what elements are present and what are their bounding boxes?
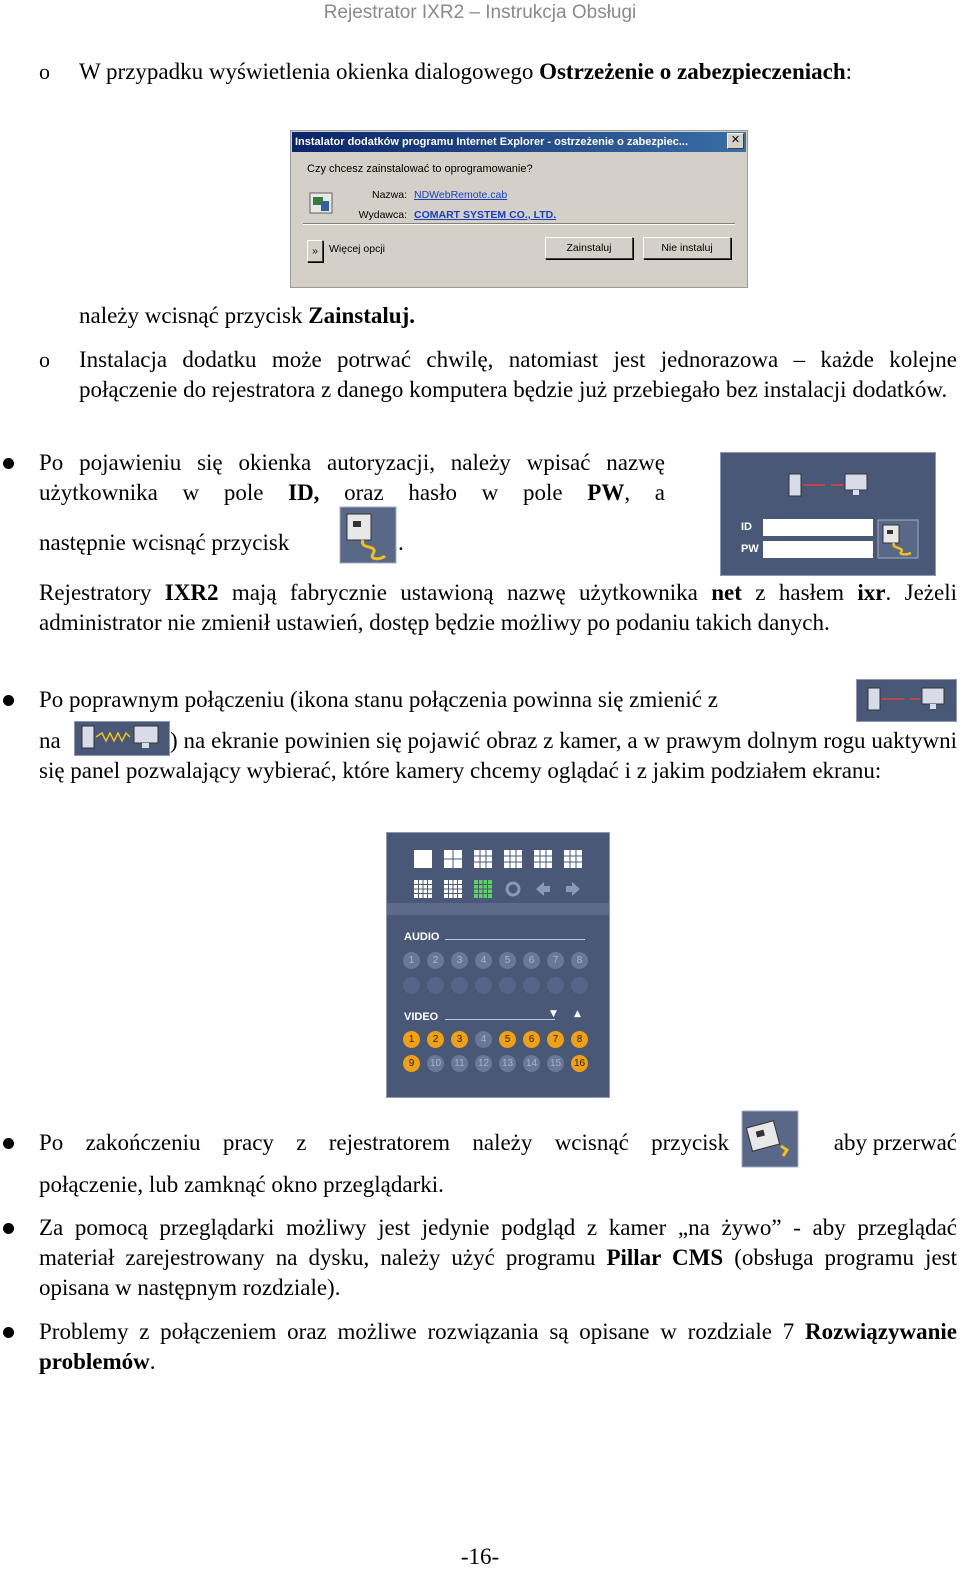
paragraph-authorization: Po pojawieniu się okienka autoryzacji, należy wpisać nazwę użytkownika w pole ID, oraz hasło w pole PW, a [39, 450, 666, 505]
list-marker: o [39, 347, 50, 372]
video-channel-button[interactable]: 16 [571, 1055, 588, 1072]
audio-channel-button[interactable]: 8 [571, 952, 588, 969]
split-16-green-icon[interactable] [473, 879, 493, 899]
pw-label: PW [741, 543, 759, 555]
bullet-icon [3, 695, 14, 706]
name-value-link[interactable]: NDWebRemote.cab [414, 189, 508, 201]
dialog-separator [303, 223, 735, 225]
paragraph-disconnect-post: aby przerwać [833, 1130, 957, 1155]
prev-arrow-icon[interactable] [533, 879, 553, 899]
audio-channel-slot [475, 977, 492, 994]
audio-channel-slot [571, 977, 588, 994]
panel-separator [387, 903, 609, 915]
arrow-up-icon[interactable]: ▲ [574, 1009, 581, 1019]
video-channel-button[interactable]: 7 [547, 1031, 564, 1048]
audio-channel-slot [403, 977, 420, 994]
name-label: Nazwa: [371, 189, 407, 201]
audio-channel-slot [427, 977, 444, 994]
page-number: -16- [460, 1544, 500, 1569]
video-channel-button[interactable]: 12 [475, 1055, 492, 1072]
paragraph-press-install: należy wcisnąć przycisk Zainstaluj. [79, 303, 415, 328]
video-channel-button[interactable]: 3 [451, 1031, 468, 1048]
disconnect-button-icon[interactable] [741, 1110, 799, 1168]
connect-button-icon[interactable] [339, 506, 397, 564]
chevron-down-icon[interactable]: » [307, 240, 323, 262]
split-16-icon[interactable] [443, 879, 463, 899]
audio-channel-slot [451, 977, 468, 994]
video-label: VIDEO [404, 1011, 439, 1023]
paragraph-press-button: następnie wcisnąć przycisk [39, 530, 290, 555]
publisher-label: Wydawca: [358, 209, 407, 221]
video-channel-button[interactable]: 15 [547, 1055, 564, 1072]
split-8-icon[interactable] [503, 849, 523, 869]
dialog-title-bar: Instalator dodatków programu Internet Explorer - ostrzeżenie o zabezpiec... [292, 132, 746, 152]
next-arrow-icon[interactable] [563, 879, 583, 899]
audio-divider [445, 939, 585, 940]
more-options-link[interactable]: Więcej opcji [329, 243, 386, 255]
audio-channel-button[interactable]: 5 [499, 952, 516, 969]
period: . [398, 530, 404, 555]
id-input[interactable] [763, 519, 873, 536]
audio-label: AUDIO [404, 931, 440, 943]
disconnected-status-icon [787, 471, 871, 501]
video-channel-button[interactable]: 13 [499, 1055, 516, 1072]
paragraph-connected-rest: ) na ekranie powinien się pojawić obraz z kamer, a w prawym dolnym rogu uaktywni się panel pozwalający wybierać, które kamery chcemy oglądać i z jakim podziałem ekranu: [39, 728, 957, 783]
video-divider [445, 1019, 555, 1020]
audio-channel-button[interactable]: 3 [451, 952, 468, 969]
video-channel-button[interactable]: 1 [403, 1031, 420, 1048]
bullet-icon [3, 1327, 14, 1338]
paragraph-live-view: Za pomocą przeglądarki możliwy jest jedynie podgląd z kamer „na żywo” - aby przeglądać materiał zarejestrowany na dysku, należy użyć programu Pillar CMS (obsługa programu jest opisana w następnym rozdziale). [39, 1215, 957, 1300]
list-marker: o [39, 59, 50, 84]
close-icon[interactable]: ✕ [727, 133, 744, 149]
bullet-icon [3, 1138, 14, 1149]
paragraph-install-once: Instalacja dodatku może potrwać chwilę, natomiast jest jednorazowa – każde kolejne połączenie do rejestratora z danego komputera będzie już przebiegało bez instalacji dodatków. [79, 347, 957, 402]
dont-install-button[interactable]: Nie instaluj [643, 237, 731, 259]
split-6-icon[interactable] [473, 849, 493, 869]
split-10-icon[interactable] [563, 849, 583, 869]
page-header: Rejestrator IXR2 – Instrukcja Obsługi [323, 2, 637, 23]
audio-channel-slot [547, 977, 564, 994]
id-label: ID [741, 521, 752, 533]
split-9-icon[interactable] [533, 849, 553, 869]
video-channel-button[interactable]: 2 [427, 1031, 444, 1048]
paragraph-security-warning: W przypadku wyświetlenia okienka dialogowego Ostrzeżenie o zabezpieczeniach: [79, 59, 853, 84]
disconnected-status-icon [856, 679, 957, 722]
split-1-icon[interactable] [413, 849, 433, 869]
video-channel-button[interactable]: 4 [475, 1031, 492, 1048]
publisher-value-link[interactable]: COMART SYSTEM CO., LTD. [414, 209, 557, 221]
audio-channel-button[interactable]: 1 [403, 952, 420, 969]
paragraph-default-credentials: Rejestratory IXR2 mają fabrycznie ustawioną nazwę użytkownika net z hasłem ixr. Jeżeli administrator nie zmienił ustawień, dostęp będzie możliwy po podaniu takich danych. [39, 580, 957, 635]
video-channel-button[interactable]: 11 [451, 1055, 468, 1072]
audio-channel-button[interactable]: 6 [523, 952, 540, 969]
word-na: na [39, 728, 61, 753]
audio-channel-button[interactable]: 2 [427, 952, 444, 969]
split-13-icon[interactable] [413, 879, 433, 899]
paragraph-disconnect-line2: połączenie, lub zamknąć okno przeglądarki. [39, 1172, 444, 1197]
audio-channel-button[interactable]: 4 [475, 952, 492, 969]
video-channel-button[interactable]: 10 [427, 1055, 444, 1072]
video-channel-button[interactable]: 5 [499, 1031, 516, 1048]
login-panel [720, 452, 936, 576]
video-channel-button[interactable]: 9 [403, 1055, 420, 1072]
camera-select-panel [386, 832, 610, 1098]
arrow-down-icon[interactable]: ▼ [550, 1009, 557, 1019]
video-channel-button[interactable]: 8 [571, 1031, 588, 1048]
split-4-icon[interactable] [443, 849, 463, 869]
bullet-icon [3, 1223, 14, 1234]
install-button[interactable]: Zainstaluj [545, 237, 633, 259]
security-warning-dialog [290, 130, 748, 288]
audio-channel-slot [499, 977, 516, 994]
dialog-question: Czy chcesz zainstalować to oprogramowanie? [307, 163, 533, 175]
rotate-icon[interactable] [503, 879, 523, 899]
bullet-icon [3, 458, 14, 469]
video-channel-button[interactable]: 6 [523, 1031, 540, 1048]
connect-button-icon[interactable] [877, 519, 919, 559]
audio-channel-slot [523, 977, 540, 994]
pw-input[interactable] [763, 541, 873, 558]
paragraph-troubleshooting: Problemy z połączeniem oraz możliwe rozwiązania są opisane w rozdziale 7 Rozwiązywanie problemów. [39, 1319, 957, 1374]
paragraph-disconnect: Po zakończeniu pracy z rejestratorem należy wcisnąć przycisk [39, 1130, 729, 1155]
audio-channel-button[interactable]: 7 [547, 952, 564, 969]
paragraph-connected-line1: Po poprawnym połączeniu (ikona stanu połączenia powinna się zmienić z [39, 687, 718, 712]
video-channel-button[interactable]: 14 [523, 1055, 540, 1072]
